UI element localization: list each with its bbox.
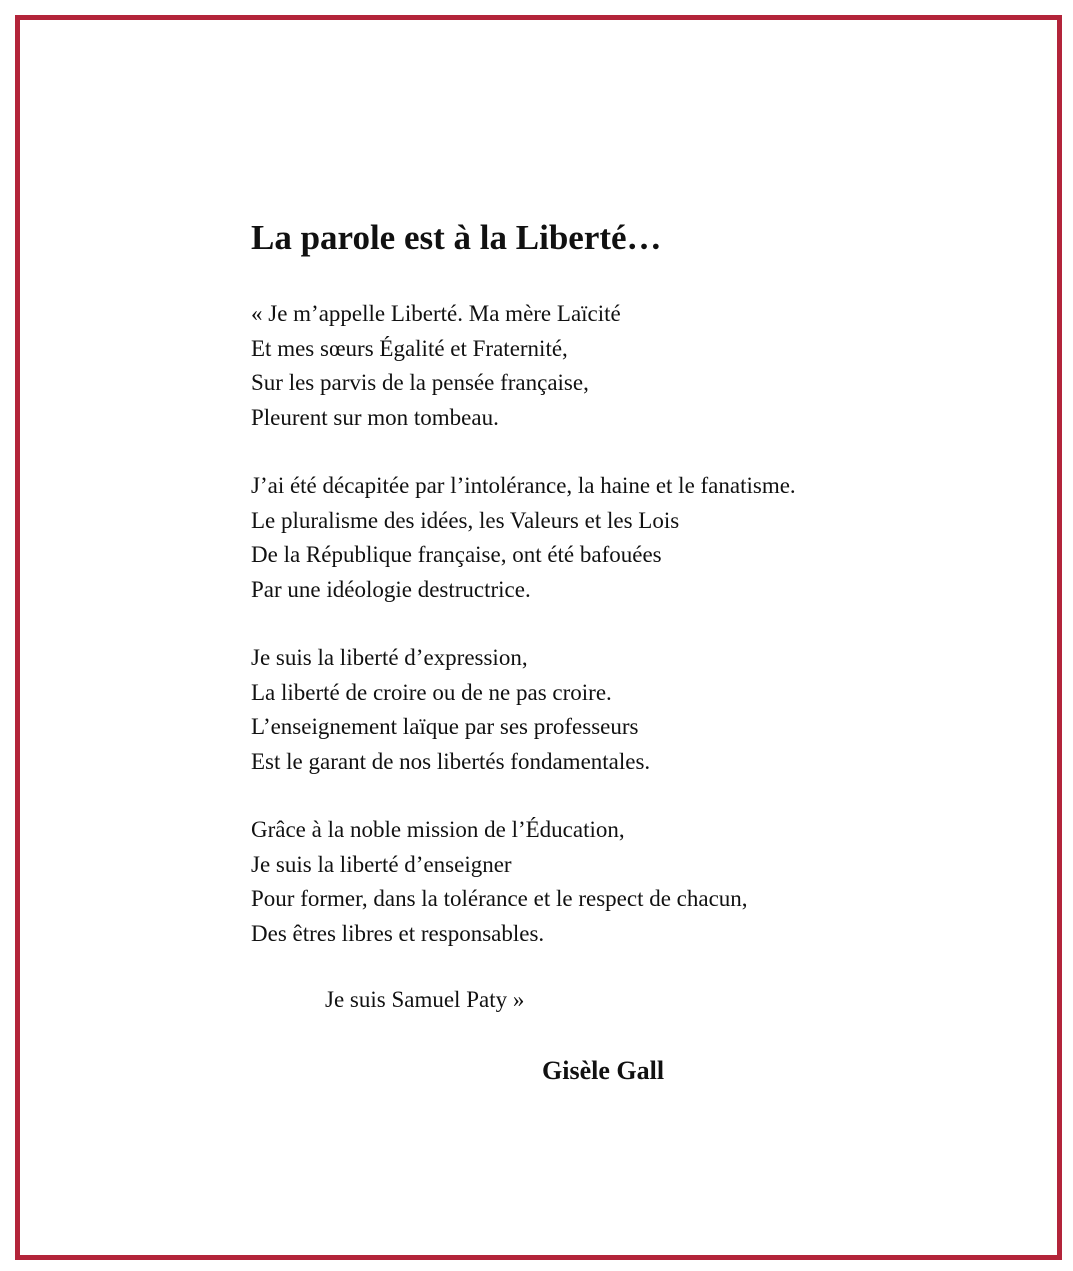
stanza-2	[251, 469, 951, 607]
poem-line: J’ai été décapitée par l’intolérance, la haine et le fanatisme.	[251, 473, 796, 498]
poem-line: Je suis la liberté d’enseigner	[251, 851, 512, 877]
closing-line: Je suis Samuel Paty »	[325, 987, 525, 1012]
author-signature: Gisèle Gall	[542, 1055, 665, 1085]
poem-line: Des êtres libres et responsables.	[251, 920, 545, 946]
poem-line: Par une idéologie destructrice.	[251, 576, 531, 602]
poem-line: Est le garant de nos libertés fondamentales.	[251, 748, 651, 774]
poem-line: Pour former, dans la tolérance et le respect de chacun,	[251, 886, 748, 911]
poem-body	[251, 297, 951, 951]
poem-line: Grâce à la noble mission de l’Éducation,	[251, 817, 625, 842]
poem-line: Je suis la liberté d’expression,	[251, 645, 528, 670]
poem-title: La parole est à la Liberté…	[251, 218, 662, 257]
poem-line: La liberté de croire ou de ne pas croire.	[251, 679, 612, 705]
stanza-3	[251, 641, 951, 779]
poem	[251, 216, 951, 1088]
poem-line: De la République française, ont été bafouées	[251, 542, 662, 567]
poem-line: Et mes sœurs Égalité et Fraternité,	[251, 335, 568, 361]
poem-line: Le pluralisme des idées, les Valeurs et les Lois	[251, 507, 680, 533]
poem-line: Pleurent sur mon tombeau.	[251, 404, 499, 430]
stanza-1	[251, 297, 951, 435]
stanza-4	[251, 813, 951, 951]
poem-line: L’enseignement laïque par ses professeurs	[251, 714, 639, 739]
poem-line: « Je m’appelle Liberté. Ma mère Laïcité	[251, 301, 621, 326]
poem-line: Sur les parvis de la pensée française,	[251, 370, 589, 395]
